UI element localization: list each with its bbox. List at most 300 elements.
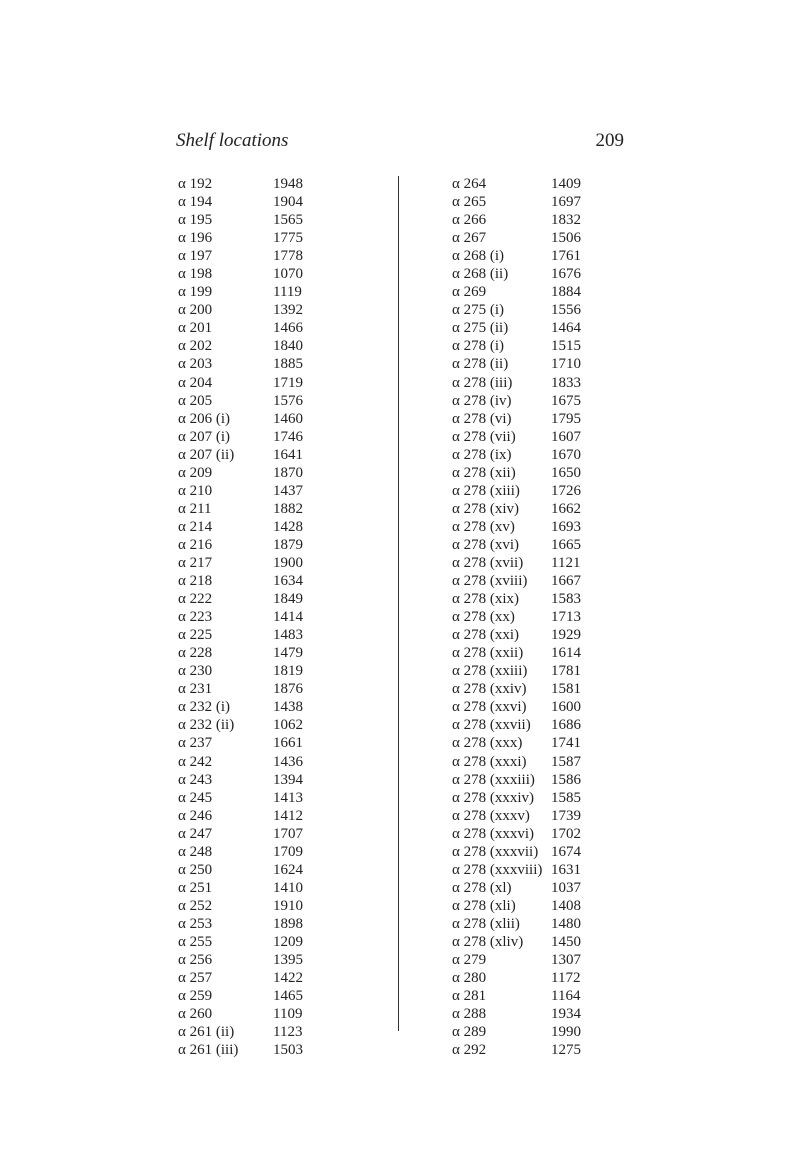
table-row <box>178 951 378 969</box>
shelf-mark: α 269 <box>452 284 487 301</box>
shelf-mark: α 261 (ii) <box>178 1024 235 1041</box>
catalogue-number: 1414 <box>273 609 303 626</box>
shelf-mark: α 278 (xvii) <box>452 554 524 571</box>
table-row <box>452 283 652 301</box>
table-row <box>452 337 652 355</box>
shelf-mark: α 265 <box>452 194 487 211</box>
catalogue-number: 1934 <box>551 1006 581 1023</box>
catalogue-number: 1726 <box>551 482 581 499</box>
catalogue-number: 1709 <box>273 843 303 860</box>
shelf-mark: α 250 <box>178 861 213 878</box>
left-column <box>178 175 378 1059</box>
catalogue-number: 1775 <box>273 230 303 247</box>
table-row <box>178 1005 378 1023</box>
table-row <box>178 428 378 446</box>
catalogue-number: 1428 <box>273 518 303 535</box>
catalogue-number: 1412 <box>273 807 303 824</box>
table-row <box>452 915 652 933</box>
shelf-mark: α 278 (i) <box>452 338 505 355</box>
catalogue-number: 1631 <box>551 861 581 878</box>
catalogue-number: 1164 <box>551 988 581 1005</box>
table-row <box>178 789 378 807</box>
shelf-mark: α 211 <box>178 500 212 517</box>
catalogue-number: 1910 <box>273 897 303 914</box>
catalogue-number: 1676 <box>551 266 581 283</box>
catalogue-number: 1882 <box>273 500 303 517</box>
catalogue-number: 1670 <box>551 446 581 463</box>
table-row <box>178 698 378 716</box>
table-row <box>452 626 652 644</box>
table-row <box>452 590 652 608</box>
catalogue-number: 1408 <box>551 897 581 914</box>
catalogue-number: 1614 <box>551 645 581 662</box>
table-row <box>178 175 378 193</box>
shelf-mark: α 278 (xv) <box>452 518 515 535</box>
table-row <box>178 518 378 536</box>
catalogue-number: 1761 <box>551 248 581 265</box>
shelf-mark: α 252 <box>178 897 213 914</box>
catalogue-number: 1849 <box>273 591 303 608</box>
table-row <box>452 1041 652 1059</box>
catalogue-number: 1662 <box>551 500 581 517</box>
catalogue-number: 1465 <box>273 988 303 1005</box>
table-row <box>452 410 652 428</box>
shelf-mark: α 218 <box>178 573 213 590</box>
shelf-mark: α 223 <box>178 609 213 626</box>
shelf-mark: α 214 <box>178 518 213 535</box>
shelf-mark: α 194 <box>178 194 213 211</box>
shelf-mark: α 280 <box>452 970 487 987</box>
table-row <box>178 1041 378 1059</box>
table-row <box>452 392 652 410</box>
catalogue-number: 1697 <box>551 194 581 211</box>
table-row <box>452 716 652 734</box>
table-row <box>452 1005 652 1023</box>
shelf-mark: α 257 <box>178 970 213 987</box>
shelf-mark: α 278 (xxxiii) <box>452 771 535 788</box>
catalogue-number: 1879 <box>273 536 303 553</box>
catalogue-number: 1392 <box>273 302 303 319</box>
table-row <box>452 662 652 680</box>
catalogue-number: 1686 <box>551 717 581 734</box>
catalogue-number: 1483 <box>273 627 303 644</box>
table-row <box>452 843 652 861</box>
catalogue-number: 1480 <box>551 915 581 932</box>
table-row <box>452 1023 652 1041</box>
shelf-mark: α 278 (vii) <box>452 428 516 445</box>
catalogue-number: 1739 <box>551 807 581 824</box>
shelf-mark: α 222 <box>178 591 213 608</box>
table-row <box>178 843 378 861</box>
table-row <box>178 374 378 392</box>
table-row <box>452 897 652 915</box>
catalogue-number: 1410 <box>273 879 303 896</box>
shelf-mark: α 278 (xl) <box>452 879 512 896</box>
catalogue-number: 1464 <box>551 320 581 337</box>
shelf-mark: α 275 (i) <box>452 302 505 319</box>
shelf-mark: α 231 <box>178 681 213 698</box>
table-row <box>452 987 652 1005</box>
catalogue-number: 1665 <box>551 536 581 553</box>
table-row <box>178 193 378 211</box>
catalogue-number: 1948 <box>273 176 303 192</box>
table-row <box>178 716 378 734</box>
catalogue-number: 1437 <box>273 482 303 499</box>
table-row <box>178 301 378 319</box>
running-head-title: Shelf locations <box>176 130 289 151</box>
table-row <box>178 734 378 752</box>
catalogue-number: 1713 <box>551 609 581 626</box>
catalogue-number: 1037 <box>551 879 581 896</box>
catalogue-number: 1710 <box>551 356 581 373</box>
table-row <box>452 608 652 626</box>
shelf-mark: α 255 <box>178 933 213 950</box>
shelf-mark: α 278 (iii) <box>452 374 513 391</box>
catalogue-number: 1275 <box>551 1042 581 1059</box>
catalogue-number: 1876 <box>273 681 303 698</box>
catalogue-number: 1990 <box>551 1024 581 1041</box>
shelf-mark: α 278 (xxxi) <box>452 753 527 770</box>
shelf-mark: α 232 (i) <box>178 699 231 716</box>
table-row <box>452 933 652 951</box>
shelf-mark: α 278 (xxii) <box>452 645 524 662</box>
catalogue-number: 1929 <box>551 627 581 644</box>
table-row <box>178 482 378 500</box>
table-row <box>452 247 652 265</box>
shelf-mark: α 256 <box>178 952 213 969</box>
catalogue-number: 1586 <box>551 771 581 788</box>
shelf-mark: α 278 (xviii) <box>452 573 528 590</box>
shelf-mark: α 278 (xiv) <box>452 500 520 517</box>
shelf-mark: α 209 <box>178 464 213 481</box>
table-row <box>178 211 378 229</box>
column-divider <box>398 176 399 1031</box>
catalogue-number: 1506 <box>551 230 581 247</box>
table-row <box>178 987 378 1005</box>
shelf-mark: α 278 (xxi) <box>452 627 520 644</box>
catalogue-number: 1870 <box>273 464 303 481</box>
shelf-mark: α 204 <box>178 374 213 391</box>
shelf-mark: α 206 (i) <box>178 410 231 427</box>
table-row <box>178 662 378 680</box>
shelf-mark: α 200 <box>178 302 213 319</box>
catalogue-number: 1707 <box>273 825 303 842</box>
shelf-mark: α 278 (xli) <box>452 897 516 914</box>
shelf-mark: α 199 <box>178 284 213 301</box>
shelf-mark: α 278 (xvi) <box>452 536 520 553</box>
table-row <box>452 446 652 464</box>
table-row <box>178 861 378 879</box>
shelf-mark: α 278 (xiii) <box>452 482 520 499</box>
catalogue-number: 1515 <box>551 338 581 355</box>
shelf-mark: α 242 <box>178 753 213 770</box>
table-row <box>178 355 378 373</box>
shelf-mark: α 289 <box>452 1024 487 1041</box>
shelf-mark: α 278 (xxxvii) <box>452 843 539 860</box>
right-column <box>452 175 652 1059</box>
catalogue-number: 1819 <box>273 663 303 680</box>
shelf-mark: α 278 (xxxiv) <box>452 789 535 806</box>
table-row <box>452 175 652 193</box>
table-row <box>452 464 652 482</box>
catalogue-number: 1674 <box>551 843 581 860</box>
table-row <box>178 554 378 572</box>
shelf-mark: α 260 <box>178 1006 213 1023</box>
shelf-mark: α 278 (xliv) <box>452 933 524 950</box>
shelf-mark: α 264 <box>452 176 487 192</box>
table-row <box>178 446 378 464</box>
shelf-mark: α 247 <box>178 825 213 842</box>
shelf-mark: α 278 (xx) <box>452 609 515 626</box>
shelf-mark: α 278 (ii) <box>452 356 509 373</box>
shelf-mark: α 248 <box>178 843 213 860</box>
shelf-mark: α 196 <box>178 230 213 247</box>
shelf-mark: α 278 (vi) <box>452 410 512 427</box>
table-row <box>452 518 652 536</box>
catalogue-number: 1795 <box>551 410 581 427</box>
catalogue-number: 1409 <box>551 176 581 192</box>
table-row <box>178 229 378 247</box>
catalogue-number: 1661 <box>273 735 303 752</box>
shelf-mark: α 230 <box>178 663 213 680</box>
catalogue-number: 1832 <box>551 212 581 229</box>
catalogue-number: 1741 <box>551 735 581 752</box>
shelf-mark: α 216 <box>178 536 213 553</box>
table-row <box>178 644 378 662</box>
catalogue-number: 1898 <box>273 915 303 932</box>
catalogue-number: 1209 <box>273 933 303 950</box>
table-row <box>452 951 652 969</box>
shelf-mark: α 192 <box>178 176 213 192</box>
table-row <box>178 572 378 590</box>
catalogue-number: 1436 <box>273 753 303 770</box>
catalogue-number: 1583 <box>551 591 581 608</box>
table-row <box>452 572 652 590</box>
shelf-mark: α 278 (xxvii) <box>452 717 531 734</box>
catalogue-number: 1746 <box>273 428 303 445</box>
catalogue-number: 1781 <box>551 663 581 680</box>
table-row <box>452 482 652 500</box>
shelf-mark: α 198 <box>178 266 213 283</box>
table-row <box>178 319 378 337</box>
shelf-mark: α 278 (xxxvi) <box>452 825 535 842</box>
catalogue-number: 1119 <box>273 284 302 301</box>
table-row <box>452 734 652 752</box>
catalogue-number: 1503 <box>273 1042 303 1059</box>
catalogue-number: 1833 <box>551 374 581 391</box>
catalogue-number: 1556 <box>551 302 581 319</box>
shelf-mark: α 278 (xxiii) <box>452 663 528 680</box>
table-row <box>452 789 652 807</box>
shelf-mark: α 203 <box>178 356 213 373</box>
catalogue-number: 1634 <box>273 573 303 590</box>
table-row <box>178 771 378 789</box>
catalogue-number: 1624 <box>273 861 303 878</box>
table-row <box>452 319 652 337</box>
shelf-mark: α 281 <box>452 988 487 1005</box>
table-row <box>452 554 652 572</box>
page-number: 209 <box>595 130 624 151</box>
catalogue-number: 1884 <box>551 284 581 301</box>
catalogue-number: 1450 <box>551 933 581 950</box>
shelf-mark: α 217 <box>178 554 213 571</box>
table-row <box>178 1023 378 1041</box>
shelf-mark: α 205 <box>178 392 213 409</box>
table-row <box>178 410 378 428</box>
table-row <box>452 698 652 716</box>
shelf-mark: α 202 <box>178 338 213 355</box>
table-row <box>452 825 652 843</box>
table-row <box>178 392 378 410</box>
catalogue-number: 1121 <box>551 554 581 571</box>
catalogue-number: 1719 <box>273 374 303 391</box>
catalogue-number: 1062 <box>273 717 303 734</box>
table-row <box>452 644 652 662</box>
table-row <box>452 753 652 771</box>
table-row <box>452 229 652 247</box>
table-row <box>178 536 378 554</box>
catalogue-number: 1600 <box>551 699 581 716</box>
catalogue-number: 1172 <box>551 970 581 987</box>
table-row <box>178 247 378 265</box>
shelf-mark: α 245 <box>178 789 213 806</box>
running-head <box>176 130 624 156</box>
shelf-mark: α 268 (i) <box>452 248 505 265</box>
shelf-mark: α 246 <box>178 807 213 824</box>
catalogue-number: 1667 <box>551 573 581 590</box>
catalogue-number: 1394 <box>273 771 303 788</box>
shelf-mark: α 278 (xii) <box>452 464 516 481</box>
catalogue-number: 1650 <box>551 464 581 481</box>
catalogue-number: 1904 <box>273 194 303 211</box>
shelf-mark: α 275 (ii) <box>452 320 509 337</box>
table-row <box>452 680 652 698</box>
shelf-mark: α 278 (xxxv) <box>452 807 530 824</box>
shelf-mark: α 232 (ii) <box>178 717 235 734</box>
table-row <box>178 590 378 608</box>
catalogue-number: 1900 <box>273 554 303 571</box>
shelf-mark: α 278 (xix) <box>452 591 520 608</box>
table-row <box>178 500 378 518</box>
shelf-mark: α 253 <box>178 915 213 932</box>
catalogue-number: 1395 <box>273 952 303 969</box>
table-row <box>178 897 378 915</box>
shelf-mark: α 210 <box>178 482 213 499</box>
table-row <box>452 536 652 554</box>
table-row <box>452 771 652 789</box>
catalogue-number: 1702 <box>551 825 581 842</box>
shelf-mark: α 266 <box>452 212 487 229</box>
shelf-mark: α 279 <box>452 952 487 969</box>
shelf-mark: α 292 <box>452 1042 487 1059</box>
shelf-mark: α 243 <box>178 771 213 788</box>
table-row <box>178 933 378 951</box>
catalogue-number: 1479 <box>273 645 303 662</box>
shelf-mark: α 201 <box>178 320 213 337</box>
catalogue-number: 1675 <box>551 392 581 409</box>
catalogue-number: 1466 <box>273 320 303 337</box>
catalogue-number: 1607 <box>551 428 581 445</box>
catalogue-number: 1641 <box>273 446 303 463</box>
table-row <box>178 753 378 771</box>
shelf-mark: α 278 (xxx) <box>452 735 523 752</box>
shelf-mark: α 278 (xlii) <box>452 915 520 932</box>
catalogue-number: 1576 <box>273 392 303 409</box>
table-row <box>178 337 378 355</box>
shelf-mark: α 278 (ix) <box>452 446 512 463</box>
table-row <box>452 374 652 392</box>
table-row <box>178 915 378 933</box>
table-row <box>452 807 652 825</box>
catalogue-number: 1581 <box>551 681 581 698</box>
table-row <box>178 608 378 626</box>
catalogue-number: 1840 <box>273 338 303 355</box>
catalogue-number: 1070 <box>273 266 303 283</box>
shelf-mark: α 278 (xxiv) <box>452 681 527 698</box>
table-row <box>452 969 652 987</box>
catalogue-number: 1693 <box>551 518 581 535</box>
table-row <box>178 265 378 283</box>
shelf-mark: α 228 <box>178 645 213 662</box>
catalogue-number: 1307 <box>551 952 581 969</box>
catalogue-number: 1587 <box>551 753 581 770</box>
shelf-mark: α 251 <box>178 879 213 896</box>
shelf-mark: α 237 <box>178 735 213 752</box>
shelf-mark: α 225 <box>178 627 213 644</box>
catalogue-number: 1123 <box>273 1024 303 1041</box>
shelf-mark: α 195 <box>178 212 213 229</box>
shelf-mark: α 207 (i) <box>178 428 231 445</box>
catalogue-number: 1778 <box>273 248 303 265</box>
shelf-mark: α 259 <box>178 988 213 1005</box>
table-row <box>178 680 378 698</box>
table-row <box>452 500 652 518</box>
table-row <box>452 193 652 211</box>
table-row <box>452 355 652 373</box>
catalogue-number: 1413 <box>273 789 303 806</box>
shelf-mark: α 261 (iii) <box>178 1042 239 1059</box>
table-row <box>178 825 378 843</box>
shelf-mark: α 197 <box>178 248 213 265</box>
shelf-mark: α 278 (xxxviii) <box>452 861 543 878</box>
table-row <box>178 626 378 644</box>
table-row <box>178 969 378 987</box>
catalogue-number: 1109 <box>273 1006 303 1023</box>
table-row <box>452 879 652 897</box>
shelf-mark: α 267 <box>452 230 487 247</box>
table-row <box>178 283 378 301</box>
table-row <box>452 211 652 229</box>
shelf-mark: α 278 (iv) <box>452 392 512 409</box>
shelf-mark: α 288 <box>452 1006 487 1023</box>
catalogue-number: 1565 <box>273 212 303 229</box>
table-row <box>178 879 378 897</box>
catalogue-number: 1585 <box>551 789 581 806</box>
table-row <box>452 301 652 319</box>
shelf-mark: α 268 (ii) <box>452 266 509 283</box>
shelf-mark: α 278 (xxvi) <box>452 699 527 716</box>
catalogue-number: 1460 <box>273 410 303 427</box>
catalogue-number: 1885 <box>273 356 303 373</box>
table-row <box>178 464 378 482</box>
table-row <box>178 807 378 825</box>
catalogue-number: 1438 <box>273 699 303 716</box>
table-row <box>452 861 652 879</box>
shelf-mark: α 207 (ii) <box>178 446 235 463</box>
catalogue-number: 1422 <box>273 970 303 987</box>
table-row <box>452 265 652 283</box>
table-row <box>452 428 652 446</box>
